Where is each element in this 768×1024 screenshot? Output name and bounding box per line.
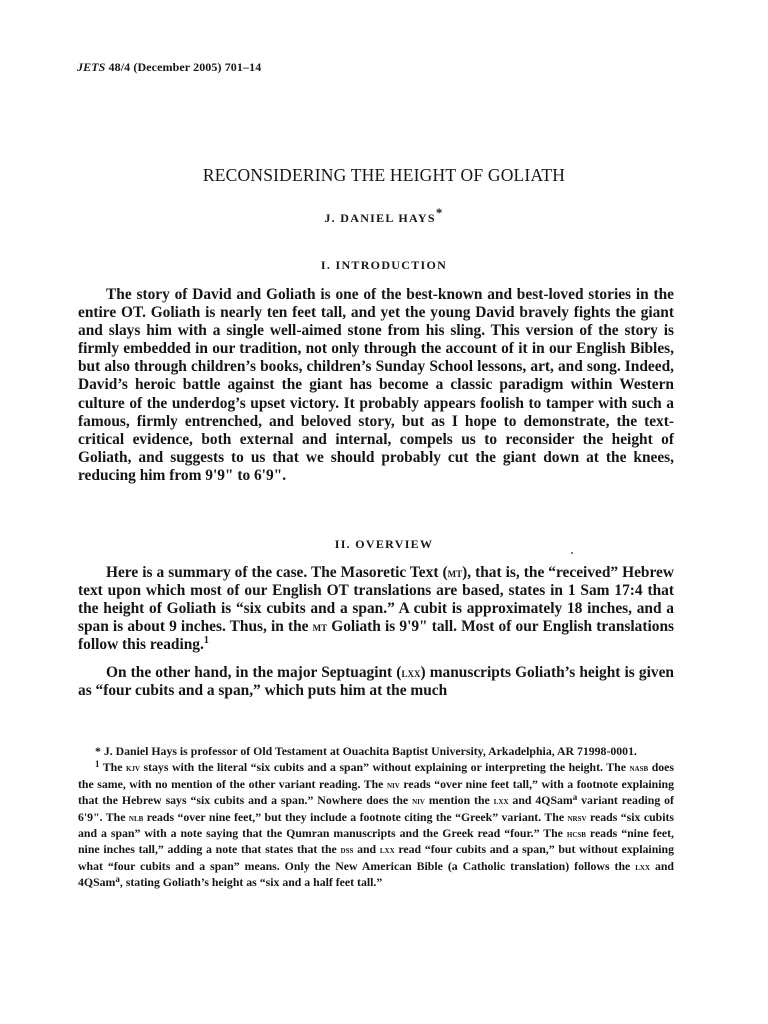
abbrev-mt: mt: [312, 619, 328, 635]
footnote-ref-1[interactable]: 1: [203, 635, 209, 647]
abbrev-lxx: lxx: [635, 861, 650, 873]
abbrev-mt: mt: [447, 565, 463, 580]
introduction-paragraph: The story of David and Goliath is one of the best-known and best-loved stories in the entire OT. Goliath is nearly ten feet tall, and yet the young David bravely fights the giant and slays him with a single well-aimed stone from his sling. This version of the story is firmly embedded in our tradition, not only through the account of it in our English Bibles, but also through children’s books, children’s Sunday School lessons, art, and song. Indeed, David’s heroic battle against the giant has become a classic paradigm within Western culture of the underdog’s upset victory. It probably appears foolish to tamper with such a famous, firmly entrenched, and beloved story, but as I hope to demonstrate, the text-critical evidence, both external and internal, compels us to reconsider the height of Goliath, and suggests to us that we should probably cut the giant down at the knees, reducing him from 9'9" to 6'9".: [78, 286, 674, 484]
text-run: and 4QSam: [78, 858, 674, 890]
text-run: ) manuscripts Goliath’s height is given as “four cubits and a span,” which puts him at the much: [78, 664, 674, 700]
text-run: and 4QSam: [508, 793, 573, 808]
text-run: On the other hand, in the major Septuagint (: [106, 664, 402, 681]
footnote-author: * J. Daniel Hays is professor of Old Testament at Ouachita Baptist University, Arkadelphia, AR 71998-0001.: [95, 744, 637, 758]
text-run: reads “nine feet, nine inches tall,” adding a note that states that the: [78, 826, 674, 857]
journal-abbrev: JETS: [77, 60, 106, 74]
abbrev-nrsv: nrsv: [567, 812, 587, 824]
abbrev-lxx: lxx: [493, 796, 509, 808]
abbrev-dss: dss: [340, 845, 354, 857]
text-run: Goliath is 9'9" tall. Most of our English translations follow this reading.: [78, 618, 675, 654]
journal-citation: 48/4 (December 2005) 701–14: [105, 60, 262, 74]
abbrev-lxx: lxx: [379, 845, 395, 857]
overview-paragraph-2: [78, 664, 674, 700]
section-heading-introduction: I. INTRODUCTION: [320, 258, 448, 272]
section-heading-overview: II. OVERVIEW: [334, 537, 434, 551]
text-run: variant reading of 6'9". The: [78, 793, 674, 824]
text-run: read “four cubits and a span,” but without explaining what “four cubits and a span” means. Only the New American Bible (a Catholic translation) follows the: [78, 842, 674, 873]
text-run: stays with the literal “six cubits and a span” without explaining or interpreting the height. The: [140, 760, 630, 775]
abbrev-lxx: lxx: [401, 665, 421, 680]
text-run: Here is a summary of the case. The Masoretic Text (: [106, 564, 448, 581]
footnote-1: [78, 760, 674, 890]
scan-speck: [571, 552, 573, 554]
abbrev-hcsb: hcsb: [566, 829, 586, 841]
superscript-a: a: [572, 792, 578, 803]
superscript-a: a: [115, 874, 120, 885]
text-run: and: [353, 842, 380, 857]
author-name: J. DANIEL HAYS: [324, 211, 436, 225]
author-footnote-mark[interactable]: *: [435, 205, 444, 220]
text-run: ), that is, the “received” Hebrew text upon which most of our English OT translations are based, states in 1 Sam 17:4 that the height of Goliath is “six cubits and a span.” A cubit is approximately 18 inches, and a span is about 9 inches. Thus, in the: [78, 564, 674, 636]
abbrev-kjv: kjv: [126, 763, 140, 775]
abbrev-nlb: nlb: [128, 812, 144, 824]
abbrev-niv: niv: [386, 779, 400, 791]
overview-paragraph-1: [78, 564, 674, 654]
text-run: reads “over nine feet,” but they include a footnote citing the “Greek” variant. The: [143, 809, 568, 824]
text-run: does the same, with no mention of the other variant reading. The: [78, 760, 674, 791]
text-run: reads “six cubits and a span” with a note saying that the Qumran manuscripts and the Greek read “four.” The: [78, 809, 674, 841]
footnote-number: 1: [95, 759, 100, 770]
abbrev-nasb: nasb: [629, 763, 649, 775]
article-title: RECONSIDERING THE HEIGHT OF GOLIATH: [202, 165, 566, 185]
text-run: reads “over nine feet tall,” with a footnote explaining that the Hebrew says “six cubits and a span.” Nowhere does the: [78, 776, 674, 808]
text-run: The: [99, 760, 126, 775]
author-line: [0, 205, 768, 226]
text-run: , stating Goliath’s height as “six and a half feet tall.”: [119, 875, 383, 890]
abbrev-niv: niv: [412, 796, 425, 808]
running-head: [77, 60, 261, 75]
footnotes: [78, 744, 674, 891]
text-run: mention the: [424, 793, 494, 808]
